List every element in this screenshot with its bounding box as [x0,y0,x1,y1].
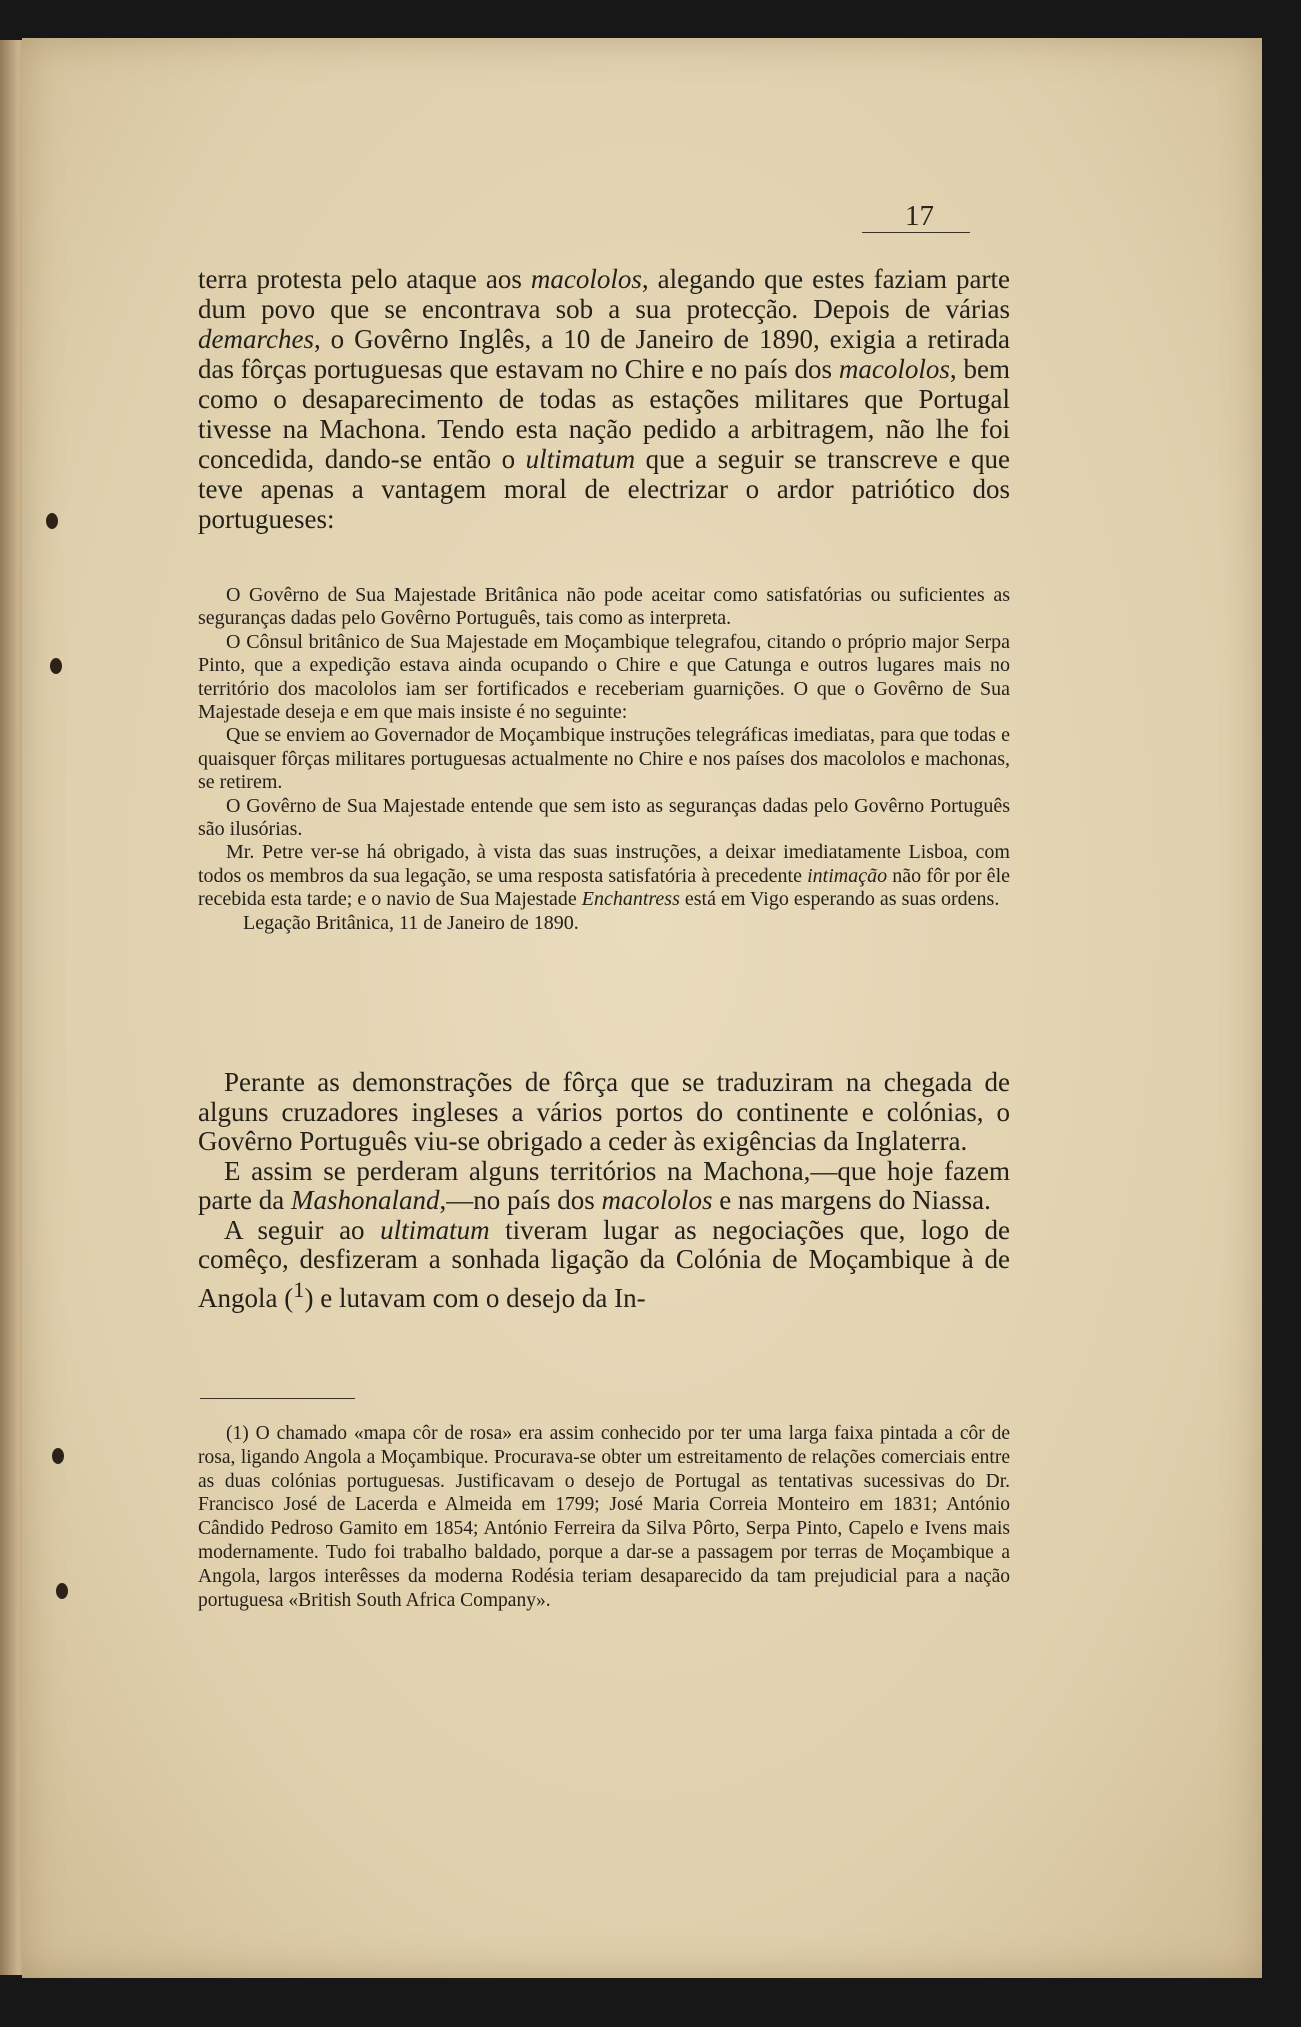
text-run: e nas margens do Niassa. [712,1185,991,1215]
footnote [198,1422,1010,1612]
body-paragraph [198,1157,1010,1216]
quote-paragraph: O Cônsul britânico de Sua Majestade em Moçambique telegrafou, citando o próprio major Serpa Pinto, que a expedição estava ainda ocupando o Chire e que Catunga e outros lugares mais no território dos macololos iam ser fortificados e receberiam guarnições. O que o Govêrno de Sua Majestade deseja e em que mais insiste é no seguinte: [198,630,1010,724]
emphasis: macololos [530,264,642,294]
page-number-rule [862,232,970,233]
text-run: terra protesta pelo ataque aos [198,264,531,294]
footnote-paragraph [198,1422,1010,1612]
emphasis: macololos [838,354,950,384]
text-run: não fôr por êle recebida esta tarde; e o navio de Sua Majestade [198,864,1010,911]
text-run: está em Vigo esperando as suas ordens. [679,888,1000,911]
body-paragraph [198,1216,1010,1314]
page-number: 17 [905,200,934,232]
text-run: ) e lutavam com o desejo da In- [304,1282,646,1313]
quote-paragraph: O Govêrno de Sua Majestade Britânica não pode aceitar como satisfatórias ou suficientes as seguranças dadas pelo Govêrno Português, tais como as interpreta. [198,584,1010,630]
ultimatum-quotation [198,584,1010,935]
text-run: A seguir ao [224,1214,381,1245]
emphasis: ultimatum [380,1214,490,1245]
quote-paragraph: O Govêrno de Sua Majestade entende que sem isto as seguranças dadas pelo Govêrno Português são ilusórias. [198,794,1010,841]
body-paragraph: Perante as demonstrações de fôrça que se traduziram na chegada de alguns cruzadores ingleses a vários portos do continente e colónias, o Govêrno Português viu-se obrigado a ceder às exigências da Inglaterra. [198,1067,1010,1156]
text-run: , bem como o desaparecimento de todas as estações militares que Portugal tivesse na Machona. Tendo esta nação pedido a arbitragem, não lhe foi concedida, dando-se então o [198,354,1010,474]
quote-signature: Legação Britânica, 11 de Janeiro de 1890. [243,911,579,934]
emphasis: Mashonaland [290,1185,440,1215]
binding-hole [52,1448,64,1464]
text-run: ,—no país dos [439,1185,602,1215]
emphasis: ultimatum [525,444,636,474]
binding-hole [46,513,58,529]
binding-hole [50,658,62,674]
following-paragraphs [198,1068,1010,1313]
emphasis: macololos [601,1185,713,1215]
footnote-reference: 1 [293,1276,305,1302]
text-run: Mr. Petre ver-se há obrigado, à vista das suas instruções, a deixar imediatamente Lisboa, com todos os membros da sua legação, se uma resposta satisfatória à precedente [198,841,1010,887]
footnote-mark: (1) [226,1423,249,1444]
text-run: que a seguir se transcreve e que teve apenas a vantagem moral de electrizar o ardor patriótico dos portugueses: [198,444,1011,534]
text-run: , o Govêrno Inglês, a 10 de Janeiro de 1890, exigia a retirada das fôrças portuguesas que estavam no Chire e no país dos [198,324,1010,384]
emphasis: intimação [807,864,888,887]
text-run: tiveram lugar as negociações que, logo de comêço, desfizeram a sonhada ligação da Colónia de Moçambique à de Angola ( [198,1214,1010,1313]
footnote-text: O chamado «mapa côr de rosa» era assim conhecido por ter uma larga faixa pintada a côr de rosa, ligando Angola a Moçambique. Procurava-se obter um estreitamento de relações comerciais entre as duas colónias portuguesas. Justificavam o desejo de Portugal as tentativas sucessivas do Dr. Francisco José de Lacerda e Almeida em 1799; José Maria Correia Monteiro em 1831; António Cândido Pedroso Gamito em 1854; António Ferreira da Silva Pôrto, Serpa Pinto, Capelo e Ivens mais modernamente. Tudo foi trabalho baldado, porque a dar-se a passagem por terras de Moçambique a Angola, largos interêsses da moderna Rodésia teriam desaparecido da tam prejudicial para a nação portuguesa «British South Africa Company». [198,1423,1011,1611]
quote-paragraph [198,841,1010,911]
text-run: E assim se perderam alguns territórios na Machona,—que hoje fazem parte da [198,1155,1010,1215]
text-run: , alegando que estes faziam parte dum povo que se encontrava sob a sua protecção. Depois de várias [198,264,1010,324]
emphasis: Enchantress [581,888,680,911]
binding-hole [56,1583,68,1599]
quote-paragraph: Que se enviem ao Governador de Moçambique instruções telegráficas imediatas, para que todas e quaisquer fôrças militares portuguesas actualmente no Chire e nos países dos macololos e machonas, se retirem. [198,724,1010,794]
emphasis: demarches [198,324,314,354]
opening-paragraph [198,264,1010,534]
footnote-rule [200,1398,355,1399]
